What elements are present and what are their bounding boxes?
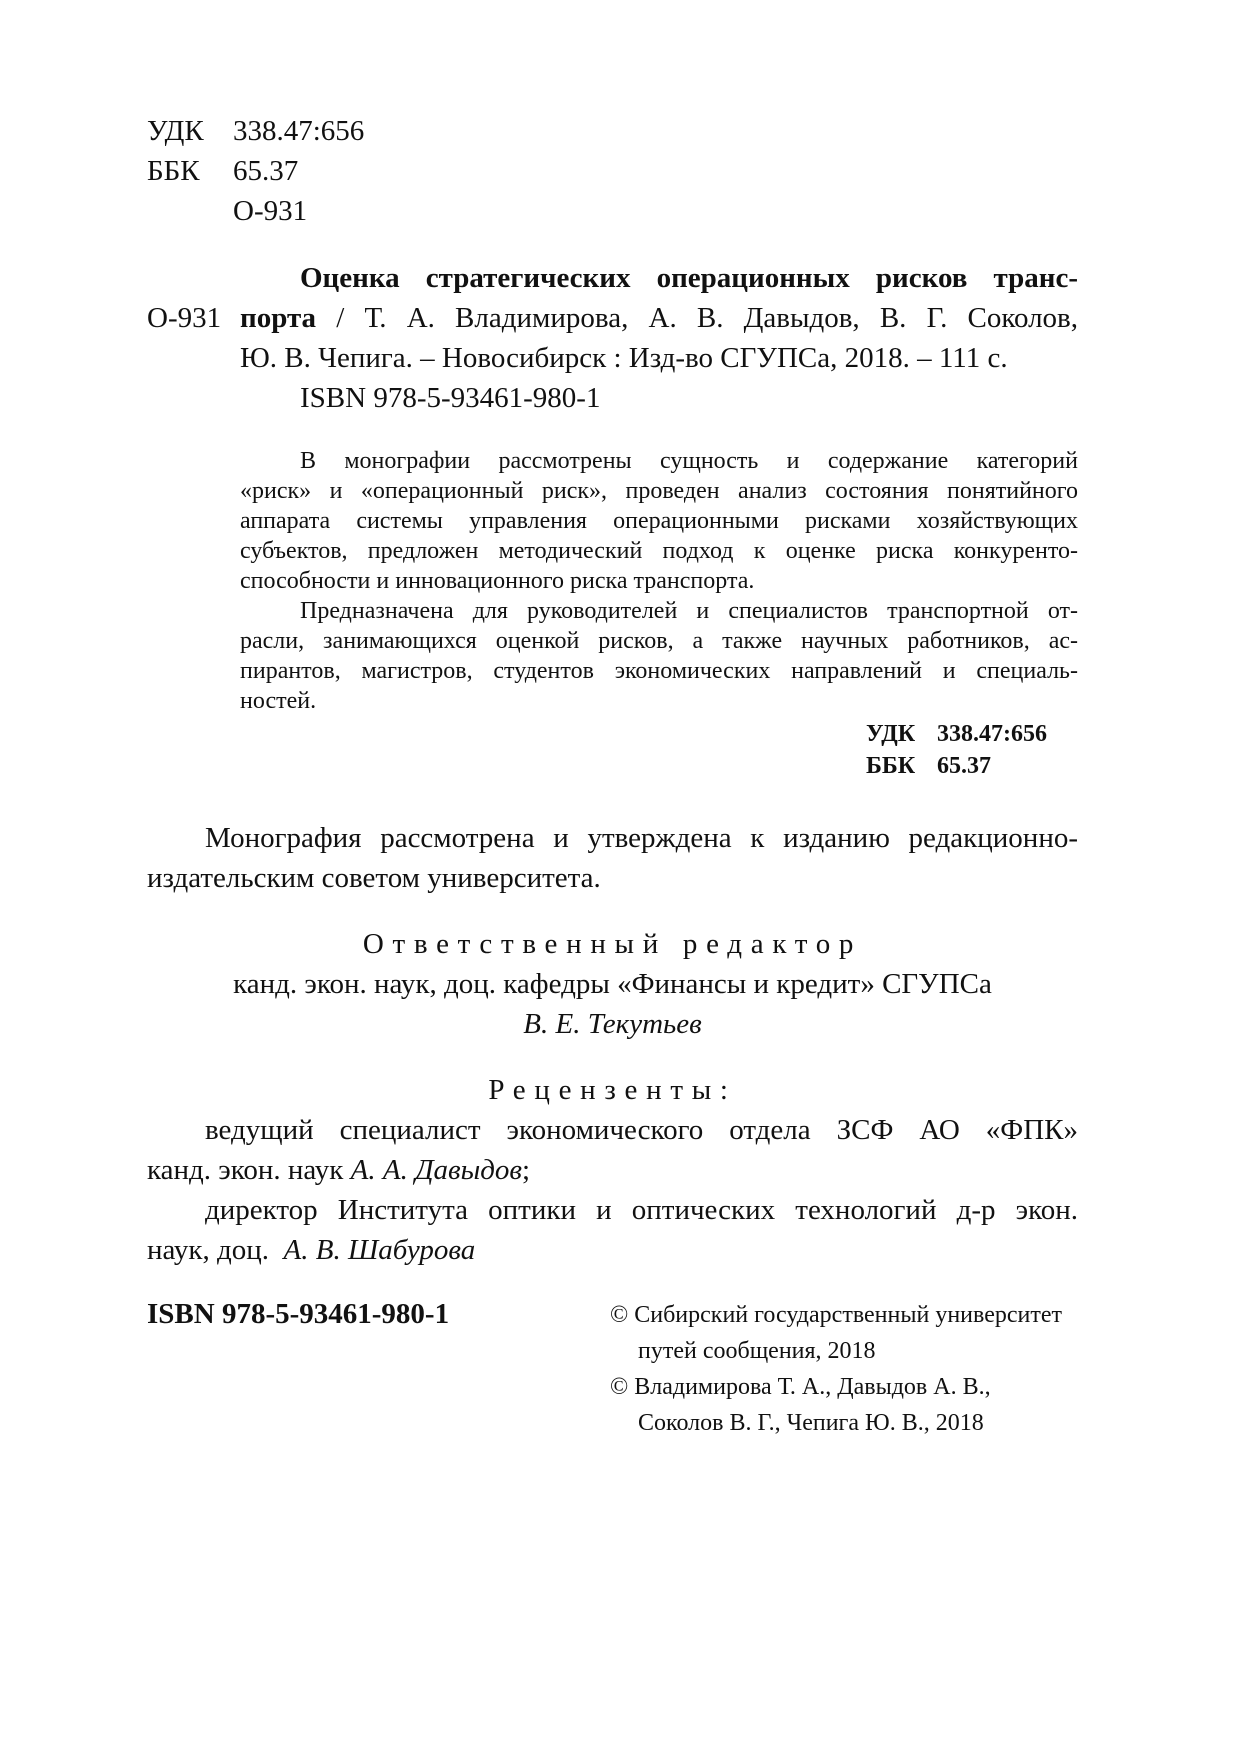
abstract-line: «риск» и «операционный риск», проведен анализ состояния понятийного xyxy=(240,478,1078,504)
editor-position: канд. экон. наук, доц. кафедры «Финансы и кредит» СГУПСа xyxy=(233,968,992,1000)
editor-name: В. Е. Текутьев xyxy=(523,1008,702,1040)
footer-isbn: ISBN 978-5-93461-980-1 xyxy=(147,1298,450,1330)
approval-line2: издательским советом университета. xyxy=(147,862,601,894)
abstract-line: Предназначена для руководителей и специалистов транспортной от- xyxy=(300,598,1078,624)
copyright-authors-line2: Соколов В. Г., Чепига Ю. В., 2018 xyxy=(638,1410,984,1436)
abstract-line: расли, занимающихся оценкой рисков, а также научных работников, ас- xyxy=(240,628,1078,654)
copyright-university-line2: путей сообщения, 2018 xyxy=(638,1338,876,1364)
udk-label: УДК xyxy=(147,115,204,147)
bbk-label: ББК xyxy=(147,155,200,187)
author-mark: О-931 xyxy=(233,195,308,227)
bbk-value: 65.37 xyxy=(233,155,299,187)
reviewers-heading: Рецензенты: xyxy=(488,1074,737,1106)
copyright-authors-line1: © Владимирова Т. А., Давыдов А. В., xyxy=(610,1374,991,1400)
reviewer2-name: А. В. Шабурова xyxy=(283,1234,476,1266)
abstract-bbk-value: 65.37 xyxy=(937,753,991,779)
book-title-line1: Оценка стратегических операционных рисков транс- xyxy=(300,262,1078,294)
copyright-university-line1: © Сибирский государственный университет xyxy=(610,1302,1062,1328)
abstract-udk-value: 338.47:656 xyxy=(937,721,1047,747)
book-title-line2 xyxy=(240,302,1078,335)
reviewer2-line1: директор Института оптики и оптических технологий д-р экон. xyxy=(205,1194,1078,1226)
reviewer1-suffix: ; xyxy=(522,1154,531,1186)
editor-heading: Ответственный редактор xyxy=(362,928,863,960)
udk-value: 338.47:656 xyxy=(233,115,365,147)
reviewer1-line2 xyxy=(147,1154,530,1187)
reviewer2-line2 xyxy=(147,1234,475,1267)
abstract-line: ностей. xyxy=(240,688,317,714)
authors-line1: / Т. А. Владимирова, А. В. Давыдов, В. Г. Соколов, xyxy=(316,302,1078,334)
isbn-line: ISBN 978-5-93461-980-1 xyxy=(300,382,601,414)
abstract-line: В монографии рассмотрены сущность и содержание категорий xyxy=(300,448,1078,474)
abstract-line: аппарата системы управления операционными рисками хозяйствующих xyxy=(240,508,1078,534)
reviewer1-line1: ведущий специалист экономического отдела ЗСФ АО «ФПК» xyxy=(205,1114,1078,1146)
abstract-bbk-label: ББК xyxy=(866,753,916,779)
abstract-line: субъектов, предложен методический подход к оценке риска конкуренто- xyxy=(240,538,1078,564)
approval-line1: Монография рассмотрена и утверждена к изданию редакционно- xyxy=(205,822,1078,854)
side-author-mark: О-931 xyxy=(147,302,222,334)
abstract-line: пирантов, магистров, студентов экономических направлений и специаль- xyxy=(240,658,1078,684)
reviewer1-name: А. А. Давыдов xyxy=(350,1154,523,1186)
reviewer1-degree: канд. экон. наук xyxy=(147,1154,351,1186)
book-title-part2: порта xyxy=(240,302,317,334)
authors-line2: Ю. В. Чепига. – Новосибирск : Изд-во СГУПСа, 2018. – 111 с. xyxy=(240,342,1008,374)
abstract-line: способности и инновационного риска транспорта. xyxy=(240,568,755,594)
reviewer2-degree: наук, доц. xyxy=(147,1234,284,1266)
abstract-udk-label: УДК xyxy=(866,721,916,747)
